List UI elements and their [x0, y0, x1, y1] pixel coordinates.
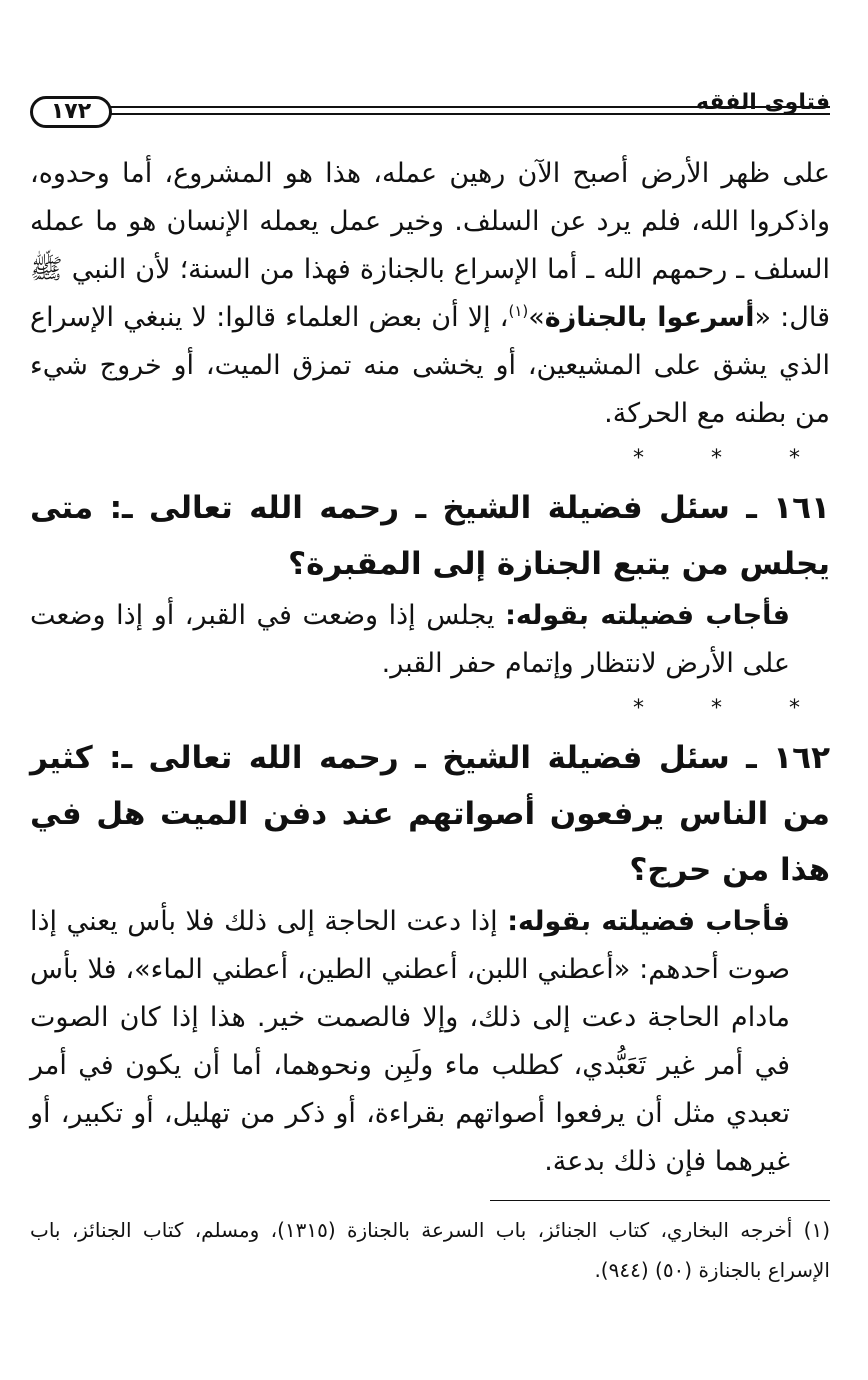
- footnote-ref: (١): [508, 302, 529, 320]
- header-rule: [108, 106, 830, 115]
- question-162: ١٦٢ ـ سئل فضيلة الشيخ ـ رحمه الله تعالى ـ: كثير من الناس يرفعون أصواتهم عند دفن الميت هل في هذا من حرج؟: [30, 740, 830, 888]
- answer-161-lead: فأجاب فضيلته بقوله:: [505, 600, 790, 631]
- page-number: ١٧٢: [30, 96, 112, 128]
- footnotes: [30, 1210, 830, 1290]
- answer-161: [30, 592, 830, 688]
- answer-162: [30, 898, 830, 1186]
- footnote-1: (١) أخرجه البخاري، كتاب الجنائز، باب السرعة بالجنازة (١٣١٥)، ومسلم، كتاب الجنائز، باب الإسراع بالجنازة (٥٠) (٩٤٤).: [30, 1218, 830, 1282]
- section-separator: * * *: [633, 446, 830, 471]
- paragraph-intro-part2: ، إلا أن بعض العلماء قالوا: لا ينبغي الإسراع الذي يشق على المشيعين، أو يخشى منه تمزق الميت، أو خروج شيء من بطنه مع الحركة.: [30, 302, 830, 429]
- page-header: [30, 88, 830, 138]
- hadith-quote: أسرعوا بالجنازة: [544, 302, 755, 333]
- paragraph-intro-part1: على ظهر الأرض أصبح الآن رهين عمله، هذا هو المشروع، أما وحدوه، واذكروا الله، فلم يرد عن السلف. وخير عمل يعمله الإنسان هو ما عمله السلف ـ رحمهم الله ـ أما الإسراع بالجنازة فهذا من السنة؛ لأن النبي ﷺ قال: «: [30, 158, 830, 333]
- answer-161-text: يجلس إذا وضعت في القبر، أو إذا وضعت على الأرض لانتظار وإتمام حفر القبر.: [30, 600, 790, 679]
- answer-162-text: إذا دعت الحاجة إلى ذلك فلا بأس يعني إذا صوت أحدهم: «أعطني اللبن، أعطني الطين، أعطني الماء»، فلا بأس مادام الحاجة دعت إلى ذلك، وإلا فالصمت خير. هذا إذا كان الصوت في أمر غير تَعَبُّدي، كطلب ماء ولَبِن ونحوهما، أما أن يكون في أمر تعبدي مثل أن يرفعوا أصواتهم بقراءة، أو ذكر من تهليل، أو تكبير، أو غيرهما فإن ذلك بدعة.: [30, 906, 790, 1177]
- book-title: فتاوى الفقه: [696, 90, 830, 115]
- main-text: [30, 150, 830, 1186]
- section-separator: * * *: [633, 696, 830, 721]
- paragraph-intro: [30, 150, 830, 438]
- question-161: ١٦١ ـ سئل فضيلة الشيخ ـ رحمه الله تعالى ـ: متى يجلس من يتبع الجنازة إلى المقبرة؟: [30, 490, 830, 582]
- document-page: [30, 0, 830, 1380]
- footnote-rule: [490, 1200, 830, 1201]
- quote-close: »: [528, 302, 545, 333]
- answer-162-lead: فأجاب فضيلته بقوله:: [507, 906, 790, 937]
